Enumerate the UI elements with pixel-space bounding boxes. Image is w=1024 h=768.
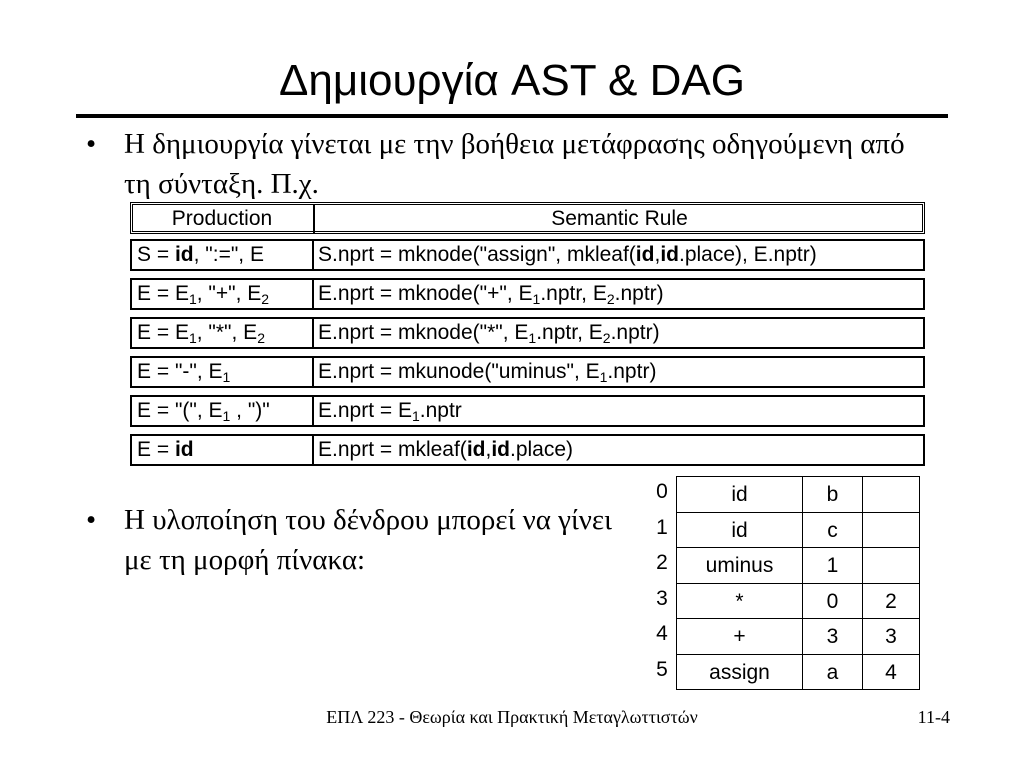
node-arg2-cell: 3 [862, 618, 920, 654]
bullet-2-text: Η υλοποίηση του δένδρου μπορεί να γίνει με τη μορφή πίνακα: [124, 504, 612, 576]
production-row [130, 278, 925, 310]
node-op-cell: uminus [676, 547, 802, 583]
production-cell: S = id, ":=", E [137, 243, 264, 266]
footer-page-number: 11-4 [917, 707, 950, 727]
production-row [130, 356, 925, 388]
node-index: 5 [656, 657, 668, 681]
bullet-mark: • [86, 128, 97, 160]
footer-course: ΕΠΛ 223 - Θεωρία και Πρακτική Μεταγλωττιστών [326, 707, 698, 727]
production-row [130, 239, 925, 271]
title-underline [76, 114, 948, 118]
node-arg1-cell: b [802, 476, 862, 512]
node-op-cell: * [676, 583, 802, 619]
node-op-cell: id [676, 512, 802, 548]
node-table-bottom-border [676, 689, 920, 690]
bullet-1-text: Η δημιουργία γίνεται με την βοήθεια μετάφρασης οδηγούμενη από τη σύνταξη. Π.χ. [124, 128, 905, 200]
node-arg1-cell: 3 [802, 618, 862, 654]
node-op-cell: + [676, 618, 802, 654]
node-arg1-cell: a [802, 654, 862, 690]
node-arg2-cell: 2 [862, 583, 920, 619]
node-op-cell: assign [676, 654, 802, 690]
production-row [130, 395, 925, 427]
production-table-header [130, 202, 925, 234]
production-row [130, 317, 925, 349]
semantic-rule-cell: S.nprt = mknode("assign", mkleaf(id,id.place), E.nptr) [312, 241, 923, 269]
node-arg1-cell: 0 [802, 583, 862, 619]
production-cell: E = "-", $E_1$ [137, 360, 231, 385]
bullet-1 [86, 124, 924, 204]
semantic-rule-cell: E.nprt = $E_1.nptr$ [312, 397, 923, 425]
semantic-rule-cell: E.nprt = mknode("+", $E_1.nptr$, $E_2.nptr$) [312, 280, 923, 308]
production-cell: $E = E_1$, "+", $E_2$ [137, 282, 270, 307]
production-cell: $E = E_1$, "*", $E_2$ [137, 321, 265, 346]
semantic-rule-cell: E.nprt = mkleaf(id,id.place) [312, 436, 923, 464]
semantic-rule-cell: E.nprt = mkunode("uminus", $E_1.nptr$) [312, 358, 923, 386]
node-op-cell: id [676, 476, 802, 512]
header-semantic-rule: Semantic Rule [313, 205, 924, 233]
node-index: 0 [656, 480, 668, 503]
bullet-2 [86, 500, 644, 580]
node-arg2-cell [862, 476, 920, 512]
node-index: 3 [656, 586, 668, 610]
node-arg2-cell [862, 547, 920, 583]
header-production: Production [171, 207, 273, 230]
production-row [130, 434, 925, 466]
semantic-rule-cell: E.nprt = mknode("*", $E_1.nptr$, $E_2.nptr$) [312, 319, 923, 347]
production-cell: E = id [137, 438, 194, 461]
production-cell: E = "(", $E_1$ , ")" [137, 399, 270, 424]
node-arg1-cell: 1 [802, 547, 862, 583]
node-arg1-cell: c [802, 512, 862, 548]
node-index: 4 [656, 622, 668, 645]
node-index: 2 [656, 551, 668, 574]
node-arg2-cell [862, 512, 920, 548]
node-index: 1 [656, 515, 668, 539]
bullet-mark: • [86, 504, 97, 536]
slide-title: Δημιουργία AST & DAG [279, 56, 745, 105]
node-arg2-cell: 4 [862, 654, 920, 690]
